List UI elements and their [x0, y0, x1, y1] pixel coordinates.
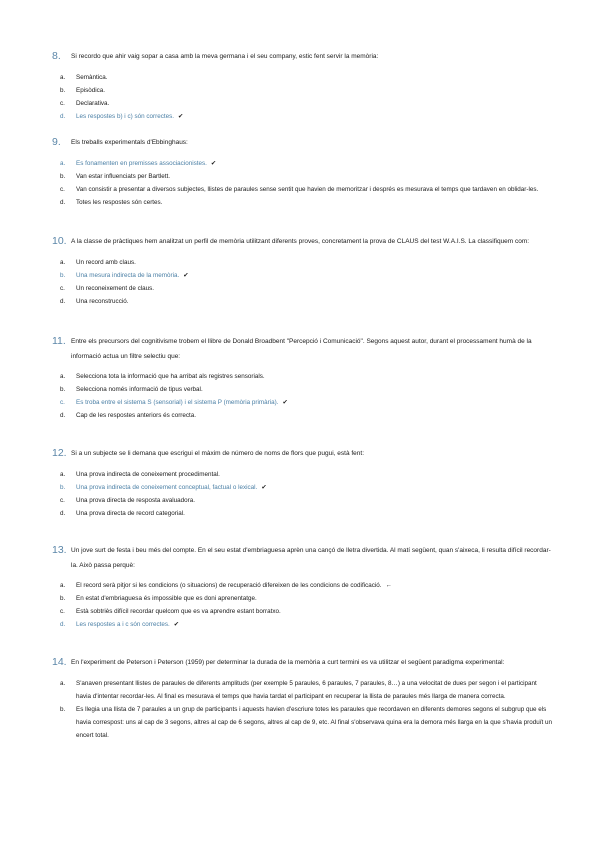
question-text: A la classe de pràctiques hem analitzat un perfil de memòria utilitzant diferents proves, concretament la prova de CLAUS del test W.A.I.S. La classifiquem com:: [71, 238, 530, 245]
option: [52, 282, 552, 295]
question-14: [52, 657, 552, 742]
option: [52, 383, 552, 396]
question-text: Entre els precursors del cognitivisme trobem el llibre de Donald Broadbent "Percepció i Comunicació". Segons aquest autor, durant el processament humà de la informació actua un filtre selectiu que:: [71, 338, 532, 360]
checkmark-icon: ✔: [173, 621, 180, 628]
option-text: Cap de les respostes anteriors és correcta.: [76, 412, 197, 419]
option: [52, 295, 552, 308]
question-number: 9.: [52, 136, 61, 148]
option-letter: a.: [60, 373, 66, 380]
option-correct: [52, 110, 552, 123]
option-text: Una prova directa de resposta avaluadora.: [76, 496, 196, 504]
option-text: Selecciona només informació de tipus verbal.: [76, 386, 203, 393]
option-letter: a.: [60, 159, 66, 167]
option-letter: a.: [60, 470, 66, 478]
option-letter: b.: [60, 271, 66, 279]
question-number: 11.: [52, 335, 66, 347]
option-letter: c.: [60, 185, 65, 193]
option: [52, 677, 552, 703]
option-text: Les respostes b) i c) són correctes.: [76, 112, 174, 120]
option-letter: c.: [60, 99, 65, 107]
option: [52, 703, 552, 742]
option: [52, 494, 552, 507]
option-text: Totes les respostes són certes.: [76, 198, 163, 206]
option: [52, 71, 552, 84]
question-number: 12.: [52, 447, 67, 459]
option-text: Semàntica.: [76, 73, 108, 81]
option-text: Una prova directa de record categorial.: [76, 509, 185, 517]
option-letter: b.: [60, 705, 66, 713]
question-13: [52, 545, 552, 631]
option-letter: b.: [60, 172, 66, 180]
option-letter: a.: [60, 679, 66, 687]
option-correct: [52, 481, 552, 494]
option-letter: d.: [60, 297, 66, 305]
option: [52, 170, 552, 183]
question-number: 10.: [52, 235, 67, 247]
question-11: [52, 336, 552, 422]
option-letter: a.: [60, 582, 66, 589]
question-9: [52, 137, 552, 209]
option-correct: [52, 618, 552, 631]
option: [52, 507, 552, 520]
option: [52, 409, 552, 422]
option: [52, 256, 552, 269]
option-letter: b.: [60, 595, 66, 602]
option-text: Un record amb claus.: [76, 258, 136, 266]
option-letter: d.: [60, 509, 66, 517]
question-10: [52, 236, 552, 308]
question-text: Si recordo que ahir vaig sopar a casa amb la meva germana i el seu company, estic fent servir la memòria:: [71, 53, 379, 60]
option-text: S'anaven presentant llistes de paraules de diferents amplituds (per exemple 5 paraules, 6 paraules, 7 paraules, 8…) a una velocitat de dues per segon i el participant havia d'intentar recordar-les. Al final es mesurava el temps que havia tardat el participant en recuperar la llista de paraules més llarga de manera correcta.: [76, 679, 537, 700]
option-text: En estat d'embriaguesa és impossible que es doni aprenentatge.: [76, 595, 257, 602]
checkmark-icon: ✔: [210, 159, 217, 167]
option: [52, 605, 552, 618]
option-text: Es troba entre el sistema S (sensorial) i el sistema P (memòria primària).: [76, 399, 279, 406]
option-letter: a.: [60, 73, 66, 81]
option-text: Van consistir a presentar a diversos subjectes, llistes de paraules sense sentit que havien de memoritzar i després es mesurava el temps que tardaven en oblidar-les.: [76, 185, 539, 193]
option-text: Una reconstrucció.: [76, 297, 129, 305]
question-text: Un jove surt de festa i beu més del compte. En el seu estat d'embriaguesa aprèn una cançó de lletra divertida. Al matí següent, quan s'aixeca, li resulta difícil recordar-la. Això passa perquè:: [71, 547, 551, 569]
option: [52, 183, 552, 196]
option-text: Les respostes a i c són correctes.: [76, 621, 170, 628]
option-letter: d.: [60, 621, 66, 628]
option: [52, 196, 552, 209]
option-correct: [52, 157, 552, 170]
option-text: Es llegia una llista de 7 paraules a un grup de participants i aquests havien d'escriure totes les paraules que recordaven en diferents demores segons el subgrup que els havia correspost: uns al cap de 3 segons, altres al cap de 6 segons, altres al cap de 9, etc. Al final s'observava quina era la demora més llarga en la que s'havia produït un encert total.: [76, 705, 553, 739]
option-text: Un reconeixement de claus.: [76, 284, 155, 292]
option: [52, 97, 552, 110]
question-text: Els treballs experimentals d'Ebbinghaus:: [71, 139, 188, 146]
option-correct: [52, 396, 552, 409]
option-letter: c.: [60, 399, 65, 406]
option-text: Una mesura indirecta de la memòria.: [76, 271, 180, 279]
option-text: Està sobtriès difícil recordar quelcom que es va aprendre estant borratxo.: [76, 608, 281, 615]
option-letter: d.: [60, 412, 66, 419]
option-text: El record serà pitjor si les condicions (o situacions) de recuperació difereixen de les condicions de codificació.: [76, 582, 382, 589]
option-letter: d.: [60, 112, 66, 120]
question-text: En l'experiment de Peterson i Peterson (1959) per determinar la durada de la memòria a curt termini es va utilitzar el següent paradigma experimental:: [71, 659, 505, 666]
option-text: Van estar influenciats per Bartlett.: [76, 172, 171, 180]
option: [52, 468, 552, 481]
question-number: 8.: [52, 50, 61, 62]
option-letter: c.: [60, 496, 65, 504]
option-text: Una prova indirecta de coneixement procedimental.: [76, 470, 220, 478]
option-text: Declarativa.: [76, 99, 110, 107]
option-text: Es fonamenten en premisses associacionistes.: [76, 159, 207, 167]
option-letter: b.: [60, 86, 66, 94]
option-text: Episòdica.: [76, 86, 106, 94]
option-letter: b.: [60, 386, 66, 393]
option: [52, 579, 552, 592]
checkmark-icon: ✔: [178, 112, 184, 120]
checkmark-icon: ✔: [261, 483, 267, 491]
option: [52, 592, 552, 605]
option-letter: d.: [60, 198, 66, 206]
option: [52, 84, 552, 97]
question-number: 13.: [52, 544, 67, 556]
option-text: Una prova indirecta de coneixement conceptual, factual o lexical.: [76, 483, 258, 491]
question-8: [52, 51, 552, 123]
question-number: 14.: [52, 656, 67, 668]
option-letter: a.: [60, 258, 66, 266]
question-text: Si a un subjecte se li demana que escrigui el màxim de número de noms de flors que pugui, està fent:: [71, 450, 365, 457]
option-correct: [52, 269, 552, 282]
option-text: Selecciona tota la informació que ha arribat als registres sensorials.: [76, 373, 265, 380]
option-letter: b.: [60, 483, 66, 491]
option-letter: c.: [60, 608, 65, 615]
option: [52, 370, 552, 383]
checkmark-icon: ✔: [183, 271, 189, 279]
checkmark-icon: ✔: [282, 399, 288, 406]
question-12: [52, 448, 552, 520]
arrow-left-icon: ←: [385, 582, 392, 589]
option-letter: c.: [60, 284, 65, 292]
